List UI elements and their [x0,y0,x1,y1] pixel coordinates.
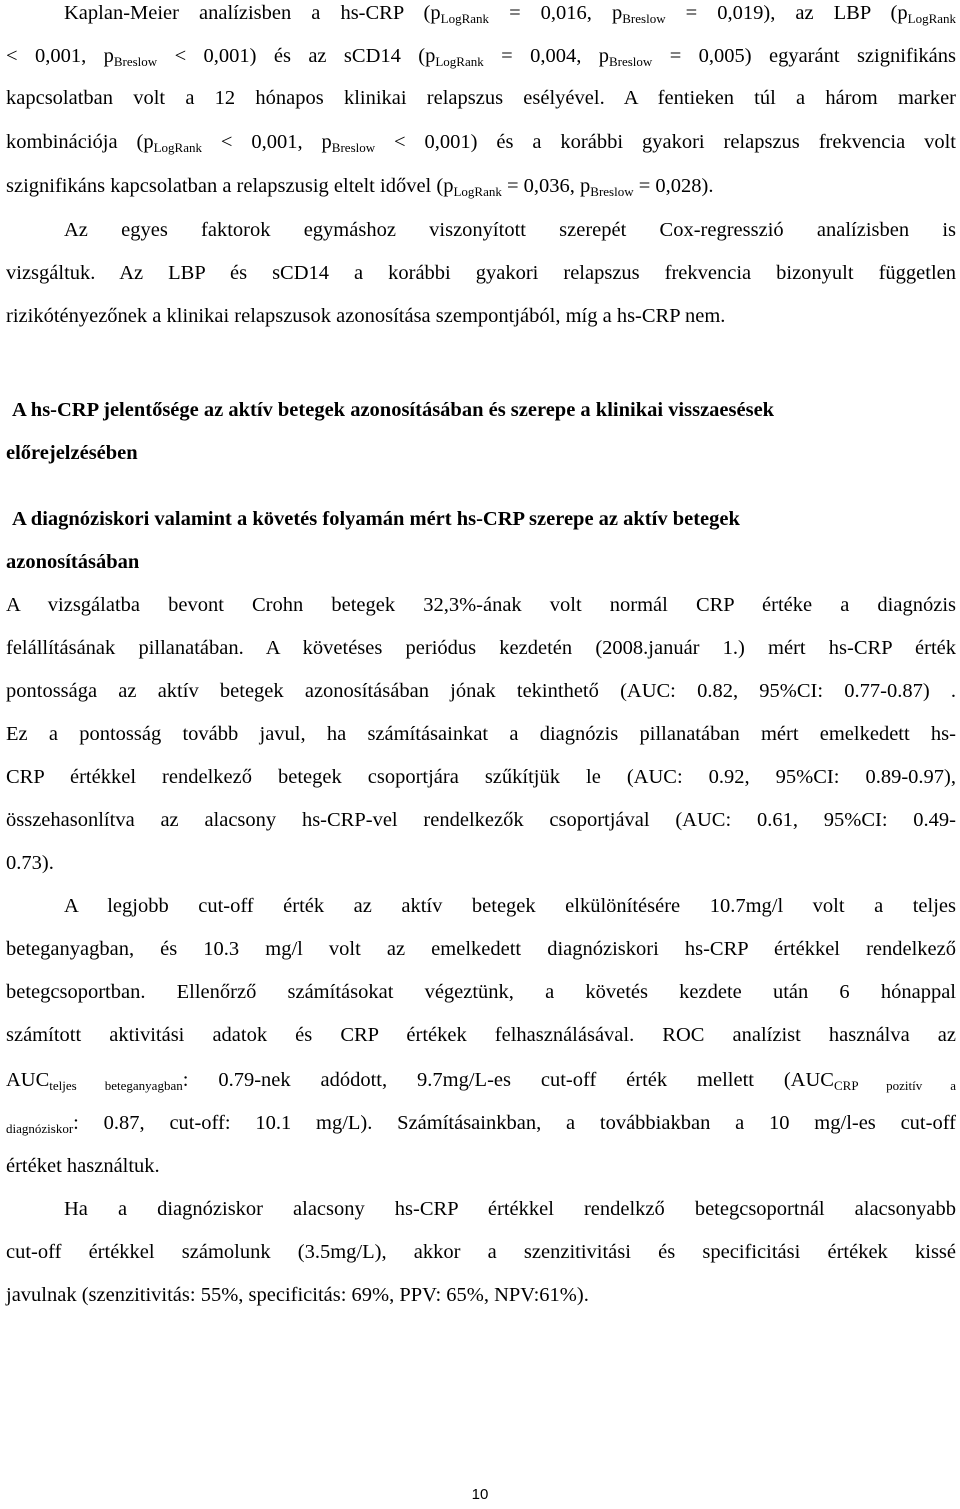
subsection-heading-line-2: azonosításában [6,551,140,573]
paragraph-4-line-7: értéket használtuk. [6,1155,160,1177]
paragraph-2-line-1: Az egyes faktorok egymáshoz viszonyított szerepét Cox-regresszió analízisben is [64,219,956,241]
paragraph-3-line-5: CRP értékkel rendelkező betegek csoportjára szűkítjük le (AUC: 0.92, 95%CI: 0.89-0.97), [6,766,956,788]
paragraph-4-line-4: számított aktivitási adatok és CRP értékek felhasználásával. ROC analízist használva az [6,1024,956,1046]
paragraph-1-line-5: szignifikáns kapcsolatban a relapszusig eltelt idővel ($p_{LogRank} = 0,036$, $p_{Breslow} = 0,028$). [6,175,714,199]
section-heading-line-2: előrejelzésében [6,442,138,464]
paragraph-5-line-1: Ha a diagnóziskor alacsony hs-CRP értékkel rendelkző betegcsoportnál alacsonyabb [64,1198,956,1220]
paragraph-3-line-3: pontossága az aktív betegek azonosításában jónak tekinthető (AUC: 0.82, 95%CI: 0.77-0.87) . [6,680,956,702]
paragraph-1-line-1: Kaplan-Meier analízisben a hs-CRP ($p_{LogRank} = 0,016$, $p_{Breslow} = 0,019$), az LBP ($p_{LogRank}$ [64,2,957,26]
paragraph-3-line-7: 0.73). [6,852,54,874]
section-heading-line-1: A hs-CRP jelentősége az aktív betegek azonosításában és szerepe a klinikai visszaesések [12,399,775,421]
paragraph-1-line-3: kapcsolatban volt a 12 hónapos klinikai relapszus esélyével. A fentieken túl a három marker [6,87,956,109]
paragraph-4-line-3: betegcsoportban. Ellenőrző számításokat végeztünk, a követés kezdete után 6 hónappal [6,981,956,1003]
paragraph-4-line-6: $_{diagnóziskor}$: 0.87, cut-off: 10.1 mg/L). Számításainkban, a továbbiakban a 10 mg/l-es cut-off [6,1112,956,1136]
paragraph-1-line-4: kombinációja ($p_{LogRank} < 0,001$, $p_{Breslow} < 0,001$) és a korábbi gyakori relapszus frekvencia volt [6,131,957,155]
paragraph-5-line-3: javulnak (szenzitivitás: 55%, specificitás: 69%, PPV: 65%, NPV:61%). [6,1284,589,1306]
subsection-heading-line-1: A diagnóziskori valamint a követés folyamán mért hs-CRP szerepe az aktív betegek [12,508,740,530]
paragraph-3-line-4: Ez a pontosság tovább javul, ha számításainkat a diagnózis pillanatában mért emelkedett hs- [6,723,956,745]
paragraph-2-line-2: vizsgáltuk. Az LBP és sCD14 a korábbi gyakori relapszus frekvencia bizonyult független [6,262,956,284]
paragraph-2-line-3: rizikótényezőnek a klinikai relapszusok azonosítása szempontjából, míg a hs-CRP nem. [6,305,726,327]
page-number: 10 [471,1486,489,1503]
paragraph-3-line-6: összehasonlítva az alacsony hs-CRP-vel rendelkezők csoportjával (AUC: 0.61, 95%CI: 0.49- [6,809,956,831]
paragraph-1-line-2: < 0,001, $p_{Breslow} < 0,001$) és az sCD14 ($p_{LogRank} = 0,004$, $p_{Breslow} = 0,005$) egyaránt szignifikáns [6,45,957,69]
paragraph-3-line-2: felállításának pillanatában. A követéses periódus kezdetén (2008.január 1.) mért hs-CRP érték [6,637,956,659]
paragraph-4-line-1: A legjobb cut-off érték az aktív betegek elkülönítésére 10.7mg/l volt a teljes [64,895,956,917]
paragraph-5-line-2: cut-off értékkel számolunk (3.5mg/L), akkor a szenzitivitási és specificitási értékek kissé [6,1241,956,1263]
paragraph-3-line-1: A vizsgálatba bevont Crohn betegek 32,3%-ának volt normál CRP értéke a diagnózis [6,594,956,616]
paragraph-4-line-5: $AUC_{teljes beteganyagban}$: 0.79-nek adódott, 9.7mg/L-es cut-off érték mellett ($AUC_{CRP pozitív a}$ [6,1069,956,1093]
paragraph-4-line-2: beteganyagban, és 10.3 mg/l volt az emelkedett diagnóziskori hs-CRP értékkel rendelkező [6,938,956,960]
